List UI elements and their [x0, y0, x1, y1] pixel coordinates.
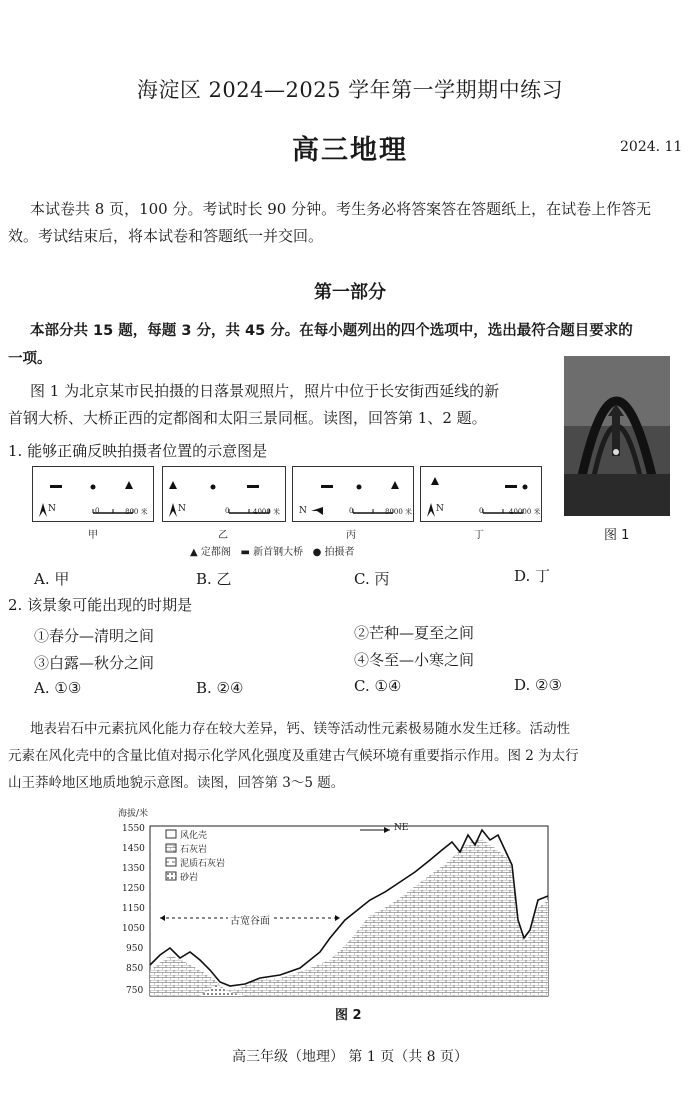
figure2-tick-1150: 1150 [122, 904, 145, 914]
map-ding [420, 466, 542, 522]
map-ding-north: N [436, 504, 444, 514]
passage2-line-2: 元素在风化壳中的含量比值对揭示化学风化强度及重建古气候环境有重要指示作用。图 2 为太行 [8, 748, 579, 764]
q1-option-c[interactable]: C. 丙 [354, 570, 390, 588]
map-yi-label: 乙 [218, 530, 228, 541]
exam-title: 海淀区 2024—2025 学年第一学期期中练习 [136, 78, 564, 102]
figure1-photo [564, 356, 670, 516]
map-jia-north: N [48, 504, 56, 514]
pavilion-icon: ▲ [190, 547, 198, 558]
figure2-valley-label: 古宽谷面 [228, 912, 272, 927]
page-footer: 高三年级（地理） 第 1 页（共 8 页） [231, 1049, 469, 1065]
legend-limestone: 石灰岩 [180, 845, 208, 855]
q2-option-c[interactable]: C. ①④ [354, 677, 402, 695]
q2-choice-1: ①春分—清明之间 [34, 627, 155, 645]
figure2-caption: 图 2 [335, 1008, 362, 1023]
subject-title: 高三地理 [292, 135, 408, 166]
bridge-icon: ▬ [240, 547, 250, 558]
part-title: 第一部分 [314, 282, 386, 303]
q2-choice-4: ④冬至—小寒之间 [354, 651, 475, 669]
q2-stem: 2. 该景象可能出现的时期是 [8, 596, 193, 614]
map-bing-north: N [299, 506, 307, 516]
passage1-line-1: 图 1 为北京某市民拍摄的日落景观照片，照片中位于长安街西延线的新 [30, 382, 500, 400]
legend-argillaceous-limestone: 泥质石灰岩 [180, 859, 226, 869]
q1-option-b[interactable]: B. 乙 [196, 570, 232, 588]
figure2-tick-1450: 1450 [122, 844, 145, 854]
map-jia-zero: 0 [95, 507, 100, 515]
figure2-tick-950: 950 [126, 944, 144, 954]
q1-option-d[interactable]: D. 丁 [514, 567, 551, 585]
map-yi [162, 466, 286, 522]
figure2-tick-1050: 1050 [122, 924, 145, 934]
q2-option-d[interactable]: D. ②③ [514, 676, 562, 694]
map-ding-label: 丁 [474, 530, 484, 541]
map-jia-scale: 800 米 [125, 508, 148, 516]
figure2-tick-750: 750 [126, 986, 144, 996]
q2-choice-3: ③白露—秋分之间 [34, 654, 155, 672]
intro-line-2: 效。考试结束后，将本试卷和答题纸一并交回。 [8, 227, 324, 245]
legend-weathering-crust: 风化壳 [180, 831, 208, 841]
q1-stem: 1. 能够正确反映拍摄者位置的示意图是 [8, 442, 268, 460]
figure2-tick-1250: 1250 [122, 884, 145, 894]
map-ding-scale: 40000 米 [509, 508, 541, 516]
figure2-profile [118, 809, 555, 1002]
map-bing-scale: 8000 米 [385, 508, 413, 516]
figure2-tick-850: 850 [126, 964, 144, 974]
map-legend [190, 543, 355, 558]
map-jia-label: 甲 [88, 530, 98, 541]
map-bing-label: 丙 [346, 530, 356, 541]
q2-choice-2: ②芒种—夏至之间 [354, 624, 475, 642]
map-yi-north: N [178, 504, 186, 514]
map-yi-zero: 0 [225, 507, 230, 515]
map-bing [292, 466, 414, 522]
part-instructions-2: 一项。 [8, 351, 52, 367]
figure1-caption: 图 1 [604, 528, 630, 543]
legend-photographer: 拍摄者 [324, 547, 355, 558]
map-yi-scale: 4000 米 [253, 508, 281, 516]
figure2-tick-1550: 1550 [122, 824, 145, 834]
exam-date: 2024. 11 [620, 139, 683, 155]
map-bing-zero: 0 [349, 507, 354, 515]
intro-line-1: 本试卷共 8 页，100 分。考试时长 90 分钟。考生务必将答案答在答题纸上，在试卷上作答无 [30, 200, 652, 218]
figure2-tick-1350: 1350 [122, 864, 145, 874]
passage2-line-1: 地表岩石中元素抗风化能力存在较大差异，钙、镁等活动性元素极易随水发生迁移。活动性 [30, 721, 570, 737]
legend-sandstone: 砂岩 [180, 873, 199, 883]
legend-pavilion: 定都阁 [200, 547, 231, 558]
map-ding-zero: 0 [479, 507, 484, 515]
photographer-icon: ● [312, 547, 322, 558]
figure2-ylabel: 海拔/米 [118, 809, 149, 819]
map-jia [32, 466, 154, 522]
passage2-line-3: 山王莽岭地区地质地貌示意图。读图，回答第 3～5 题。 [8, 775, 345, 791]
figure2-direction: NE [394, 823, 409, 833]
q2-option-b[interactable]: B. ②④ [196, 679, 244, 697]
q2-option-a[interactable]: A. ①③ [34, 679, 82, 697]
legend-bridge: 新首钢大桥 [253, 547, 304, 558]
passage1-line-2: 首钢大桥、大桥正西的定都阁和太阳三景同框。读图，回答第 1、2 题。 [8, 409, 487, 427]
part-instructions-1: 本部分共 15 题，每题 3 分，共 45 分。在每小题列出的四个选项中，选出最符合题目要求的 [30, 323, 633, 339]
q1-option-a[interactable]: A. 甲 [34, 570, 70, 588]
